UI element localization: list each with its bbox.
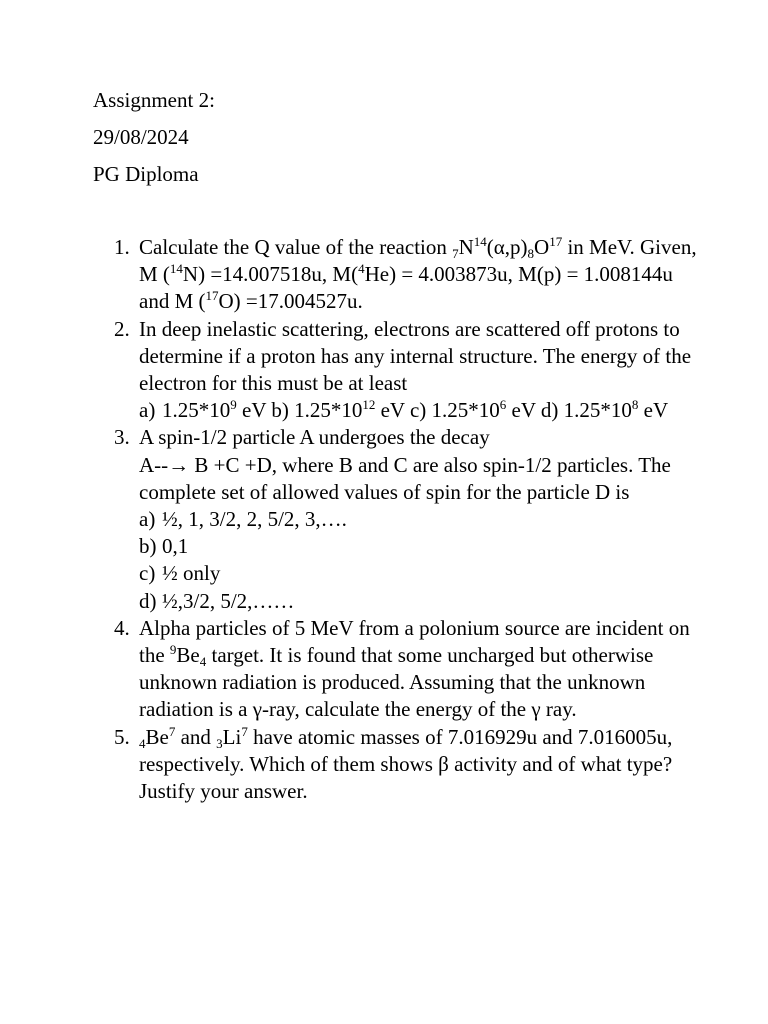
question-1	[114, 234, 699, 316]
option-letter: a)	[139, 398, 156, 423]
answer-option-d: d) ½,3/2, 5/2,……	[139, 588, 295, 613]
question-number: 1.	[114, 235, 130, 259]
assignment-date: 29/08/2024	[93, 125, 189, 149]
question-number: 5.	[114, 724, 130, 749]
question-2	[114, 316, 699, 425]
answer-option-a: a) ½, 1, 3/2, 2, 5/2, 3,….	[139, 507, 347, 532]
question-3	[114, 424, 699, 614]
assignment-title: Assignment 2:	[93, 88, 215, 112]
question-text: Calculate the Q value of the reaction $_7N^{14}(\alpha,p)_8O^{17}$ in MeV. Given, M ($^{14}$N) =14.007518u, M($^4$He) = 4.003873u, M(p) = 1.008144u and M ($^{17}$O) =17.004527u.	[139, 234, 697, 314]
answer-options: a) $1.25*10^9$ eV b) $1.25*10^{12}$ eV c) $1.25*10^6$ eV d) $1.25*10^8$ eV	[139, 397, 699, 424]
question-text: In deep inelastic scattering, electrons are scattered off protons to determine if a proton has any internal structure. The energy of the electron for this must be at least	[139, 316, 692, 396]
answer-option-c: c) ½ only	[139, 561, 221, 586]
question-number: 2.	[114, 316, 130, 341]
question-number: 3.	[114, 425, 130, 450]
answer-option-b: b) 0,1	[139, 534, 189, 559]
question-number: 4.	[114, 615, 130, 640]
question-4	[114, 615, 699, 724]
course-name: PG Diploma	[93, 162, 199, 186]
question-list	[114, 234, 699, 805]
question-text: Alpha particles of 5 MeV from a polonium source are incident on the $^9Be_4$ target. It is found that some uncharged but otherwise unknown radiation is produced. Assuming that the unknown radiation is a γ-ray, calculate the energy of the γ ray.	[139, 615, 690, 722]
question-text-line-2: A--→ B +C +D, where B and C are also spin-1/2 particles. The complete set of allowed values of spin for the particle D is	[139, 452, 671, 504]
question-text: $_4Be^7$ and $_3Li^7$ have atomic masses of 7.016929u and 7.016005u, respectively. Which of them shows β activity and of what type? Justify your answer.	[139, 723, 673, 804]
arrow-icon: →	[168, 452, 190, 477]
question-5	[114, 723, 699, 806]
question-text-line-1: A spin-1/2 particle A undergoes the decay	[139, 425, 490, 450]
